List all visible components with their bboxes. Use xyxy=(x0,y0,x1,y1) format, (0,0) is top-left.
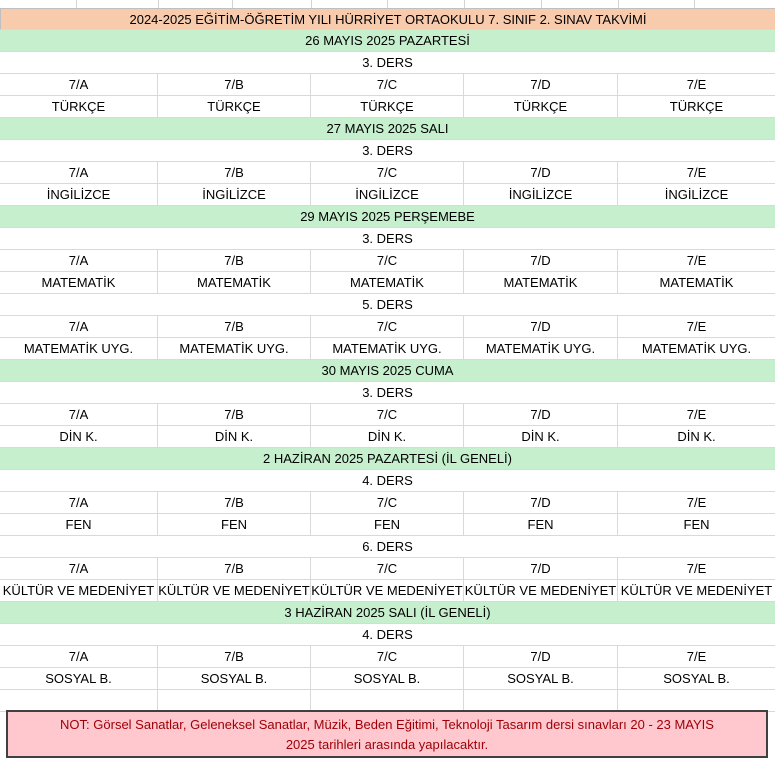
class-cell[interactable]: 7/C xyxy=(311,74,464,96)
subject-cell[interactable]: MATEMATİK UYG. xyxy=(158,338,311,360)
class-cell[interactable]: 7/E xyxy=(618,404,775,426)
empty-cell[interactable] xyxy=(464,690,618,712)
class-cell[interactable]: 7/A xyxy=(0,646,158,668)
date-row xyxy=(0,30,775,52)
date-cell-text: 29 MAYIS 2025 PERŞEMEBE xyxy=(300,209,475,224)
subject-cell[interactable]: KÜLTÜR VE MEDENİYET xyxy=(618,580,775,602)
class-cell[interactable]: 7/B xyxy=(158,316,311,338)
period-cell-text: 6. DERS xyxy=(362,539,413,554)
empty-cell[interactable] xyxy=(0,690,158,712)
class-row xyxy=(0,74,775,96)
period-cell[interactable] xyxy=(0,52,775,74)
column-divider xyxy=(232,0,233,8)
subject-cell[interactable]: İNGİLİZCE xyxy=(158,184,311,206)
subject-cell[interactable]: FEN xyxy=(311,514,464,536)
period-row xyxy=(0,294,775,316)
empty-cell[interactable] xyxy=(158,690,311,712)
period-row xyxy=(0,228,775,250)
class-cell[interactable]: 7/B xyxy=(158,162,311,184)
schedule-title[interactable] xyxy=(0,8,775,30)
title-row xyxy=(0,8,775,30)
subject-cell[interactable]: İNGİLİZCE xyxy=(618,184,775,206)
subject-cell[interactable]: KÜLTÜR VE MEDENİYET xyxy=(464,580,618,602)
subject-cell[interactable]: TÜRKÇE xyxy=(618,96,775,118)
class-cell[interactable]: 7/E xyxy=(618,558,775,580)
subject-row xyxy=(0,668,775,690)
subject-cell[interactable]: DİN K. xyxy=(464,426,618,448)
subject-cell[interactable]: KÜLTÜR VE MEDENİYET xyxy=(0,580,158,602)
subject-row xyxy=(0,580,775,602)
empty-cell[interactable] xyxy=(311,690,464,712)
subject-cell[interactable]: MATEMATİK UYG. xyxy=(618,338,775,360)
subject-row xyxy=(0,96,775,118)
date-cell[interactable] xyxy=(0,30,775,52)
date-cell-text: 30 MAYIS 2025 CUMA xyxy=(321,363,454,378)
date-row xyxy=(0,448,775,470)
note-line-1: NOT: Görsel Sanatlar, Geleneksel Sanatlar, Müzik, Beden Eğitimi, Teknoloji Tasarım dersi sınavları 20 - 23 MAYIS xyxy=(60,717,714,732)
subject-cell[interactable]: KÜLTÜR VE MEDENİYET xyxy=(158,580,311,602)
date-cell-text: 27 MAYIS 2025 SALI xyxy=(326,121,449,136)
class-row xyxy=(0,404,775,426)
class-cell[interactable]: 7/C xyxy=(311,492,464,514)
class-cell[interactable]: 7/C xyxy=(311,316,464,338)
subject-cell[interactable]: MATEMATİK UYG. xyxy=(464,338,618,360)
column-divider xyxy=(464,0,465,8)
period-cell-text: 4. DERS xyxy=(362,627,413,642)
schedule-title-text: 2024-2025 EĞİTİM-ÖĞRETİM YILI HÜRRİYET ORTAOKULU 7. SINIF 2. SINAV TAKVİMİ xyxy=(129,11,647,27)
subject-cell[interactable]: DİN K. xyxy=(0,426,158,448)
period-cell[interactable] xyxy=(0,536,775,558)
period-cell-text: 3. DERS xyxy=(362,231,413,246)
date-cell[interactable] xyxy=(0,602,775,624)
class-cell[interactable]: 7/A xyxy=(0,404,158,426)
subject-row xyxy=(0,338,775,360)
class-cell[interactable]: 7/D xyxy=(464,250,618,272)
period-cell-text: 5. DERS xyxy=(362,297,413,312)
class-cell[interactable]: 7/B xyxy=(158,404,311,426)
period-cell-text: 3. DERS xyxy=(362,143,413,158)
class-cell[interactable]: 7/D xyxy=(464,162,618,184)
subject-row xyxy=(0,184,775,206)
subject-row xyxy=(0,514,775,536)
note-box[interactable] xyxy=(6,710,768,758)
class-cell[interactable]: 7/D xyxy=(464,646,618,668)
class-cell[interactable]: 7/B xyxy=(158,646,311,668)
date-cell-text: 2 HAZİRAN 2025 PAZARTESİ (İL GENELİ) xyxy=(262,451,512,466)
subject-cell[interactable]: İNGİLİZCE xyxy=(464,184,618,206)
subject-row xyxy=(0,272,775,294)
subject-cell[interactable]: MATEMATİK UYG. xyxy=(311,338,464,360)
class-cell[interactable]: 7/C xyxy=(311,646,464,668)
period-row xyxy=(0,536,775,558)
class-row xyxy=(0,250,775,272)
class-cell[interactable]: 7/C xyxy=(311,162,464,184)
empty-cell[interactable] xyxy=(618,690,775,712)
class-cell[interactable]: 7/C xyxy=(311,404,464,426)
period-cell[interactable] xyxy=(0,228,775,250)
class-cell[interactable]: 7/D xyxy=(464,74,618,96)
column-divider xyxy=(158,0,159,8)
class-cell[interactable]: 7/E xyxy=(618,492,775,514)
class-cell[interactable]: 7/A xyxy=(0,162,158,184)
subject-row xyxy=(0,426,775,448)
period-row xyxy=(0,52,775,74)
subject-cell[interactable]: SOSYAL B. xyxy=(618,668,775,690)
period-cell[interactable] xyxy=(0,624,775,646)
subject-cell[interactable]: MATEMATİK xyxy=(0,272,158,294)
subject-cell[interactable]: TÜRKÇE xyxy=(464,96,618,118)
column-divider xyxy=(694,0,695,8)
class-row xyxy=(0,316,775,338)
subject-cell[interactable]: DİN K. xyxy=(158,426,311,448)
date-cell[interactable] xyxy=(0,118,775,140)
subject-cell[interactable]: SOSYAL B. xyxy=(158,668,311,690)
note-line-2: 2025 tarihleri arasında yapılacaktır. xyxy=(285,737,489,752)
date-cell-text: 3 HAZİRAN 2025 SALI (İL GENELİ) xyxy=(284,605,491,620)
class-cell[interactable]: 7/C xyxy=(311,558,464,580)
class-row xyxy=(0,492,775,514)
period-row xyxy=(0,624,775,646)
empty-row xyxy=(0,690,775,712)
subject-cell[interactable]: TÜRKÇE xyxy=(311,96,464,118)
class-cell[interactable]: 7/E xyxy=(618,74,775,96)
class-cell[interactable]: 7/A xyxy=(0,558,158,580)
class-cell[interactable]: 7/D xyxy=(464,404,618,426)
subject-cell[interactable]: SOSYAL B. xyxy=(0,668,158,690)
class-cell[interactable]: 7/D xyxy=(464,316,618,338)
period-row xyxy=(0,382,775,404)
period-cell[interactable] xyxy=(0,294,775,316)
class-row xyxy=(0,558,775,580)
column-divider xyxy=(311,0,312,8)
subject-cell[interactable]: İNGİLİZCE xyxy=(311,184,464,206)
date-row xyxy=(0,118,775,140)
class-cell[interactable]: 7/B xyxy=(158,558,311,580)
class-cell[interactable]: 7/A xyxy=(0,492,158,514)
period-cell[interactable] xyxy=(0,470,775,492)
subject-cell[interactable]: MATEMATİK xyxy=(311,272,464,294)
subject-cell[interactable]: SOSYAL B. xyxy=(311,668,464,690)
class-cell[interactable]: 7/B xyxy=(158,74,311,96)
date-cell[interactable] xyxy=(0,360,775,382)
subject-cell[interactable]: KÜLTÜR VE MEDENİYET xyxy=(311,580,464,602)
class-cell[interactable]: 7/A xyxy=(0,250,158,272)
class-cell[interactable]: 7/E xyxy=(618,162,775,184)
class-cell[interactable]: 7/E xyxy=(618,646,775,668)
period-cell-text: 4. DERS xyxy=(362,473,413,488)
subject-cell[interactable]: MATEMATİK xyxy=(464,272,618,294)
date-row xyxy=(0,206,775,228)
period-cell-text: 3. DERS xyxy=(362,385,413,400)
date-row xyxy=(0,360,775,382)
subject-cell[interactable]: MATEMATİK xyxy=(618,272,775,294)
class-row xyxy=(0,162,775,184)
column-divider xyxy=(618,0,619,8)
class-cell[interactable]: 7/B xyxy=(158,492,311,514)
subject-cell[interactable]: TÜRKÇE xyxy=(158,96,311,118)
subject-cell[interactable]: MATEMATİK xyxy=(158,272,311,294)
column-divider xyxy=(76,0,77,8)
class-cell[interactable]: 7/C xyxy=(311,250,464,272)
subject-cell[interactable]: DİN K. xyxy=(618,426,775,448)
subject-cell[interactable]: MATEMATİK UYG. xyxy=(0,338,158,360)
subject-cell[interactable]: FEN xyxy=(158,514,311,536)
date-row xyxy=(0,602,775,624)
column-divider xyxy=(387,0,388,8)
subject-cell[interactable]: SOSYAL B. xyxy=(464,668,618,690)
class-cell[interactable]: 7/B xyxy=(158,250,311,272)
class-cell[interactable]: 7/E xyxy=(618,250,775,272)
class-row xyxy=(0,646,775,668)
date-cell-text: 26 MAYIS 2025 PAZARTESİ xyxy=(305,33,470,48)
period-row xyxy=(0,140,775,162)
class-cell[interactable]: 7/A xyxy=(0,316,158,338)
period-row xyxy=(0,470,775,492)
subject-cell[interactable]: DİN K. xyxy=(311,426,464,448)
date-cell[interactable] xyxy=(0,448,775,470)
subject-cell[interactable]: FEN xyxy=(464,514,618,536)
class-cell[interactable]: 7/A xyxy=(0,74,158,96)
subject-cell[interactable]: TÜRKÇE xyxy=(0,96,158,118)
period-cell-text: 3. DERS xyxy=(362,55,413,70)
class-cell[interactable]: 7/D xyxy=(464,492,618,514)
period-cell[interactable] xyxy=(0,382,775,404)
period-cell[interactable] xyxy=(0,140,775,162)
column-divider xyxy=(541,0,542,8)
subject-cell[interactable]: FEN xyxy=(618,514,775,536)
date-cell[interactable] xyxy=(0,206,775,228)
class-cell[interactable]: 7/E xyxy=(618,316,775,338)
class-cell[interactable]: 7/D xyxy=(464,558,618,580)
subject-cell[interactable]: İNGİLİZCE xyxy=(0,184,158,206)
subject-cell[interactable]: FEN xyxy=(0,514,158,536)
